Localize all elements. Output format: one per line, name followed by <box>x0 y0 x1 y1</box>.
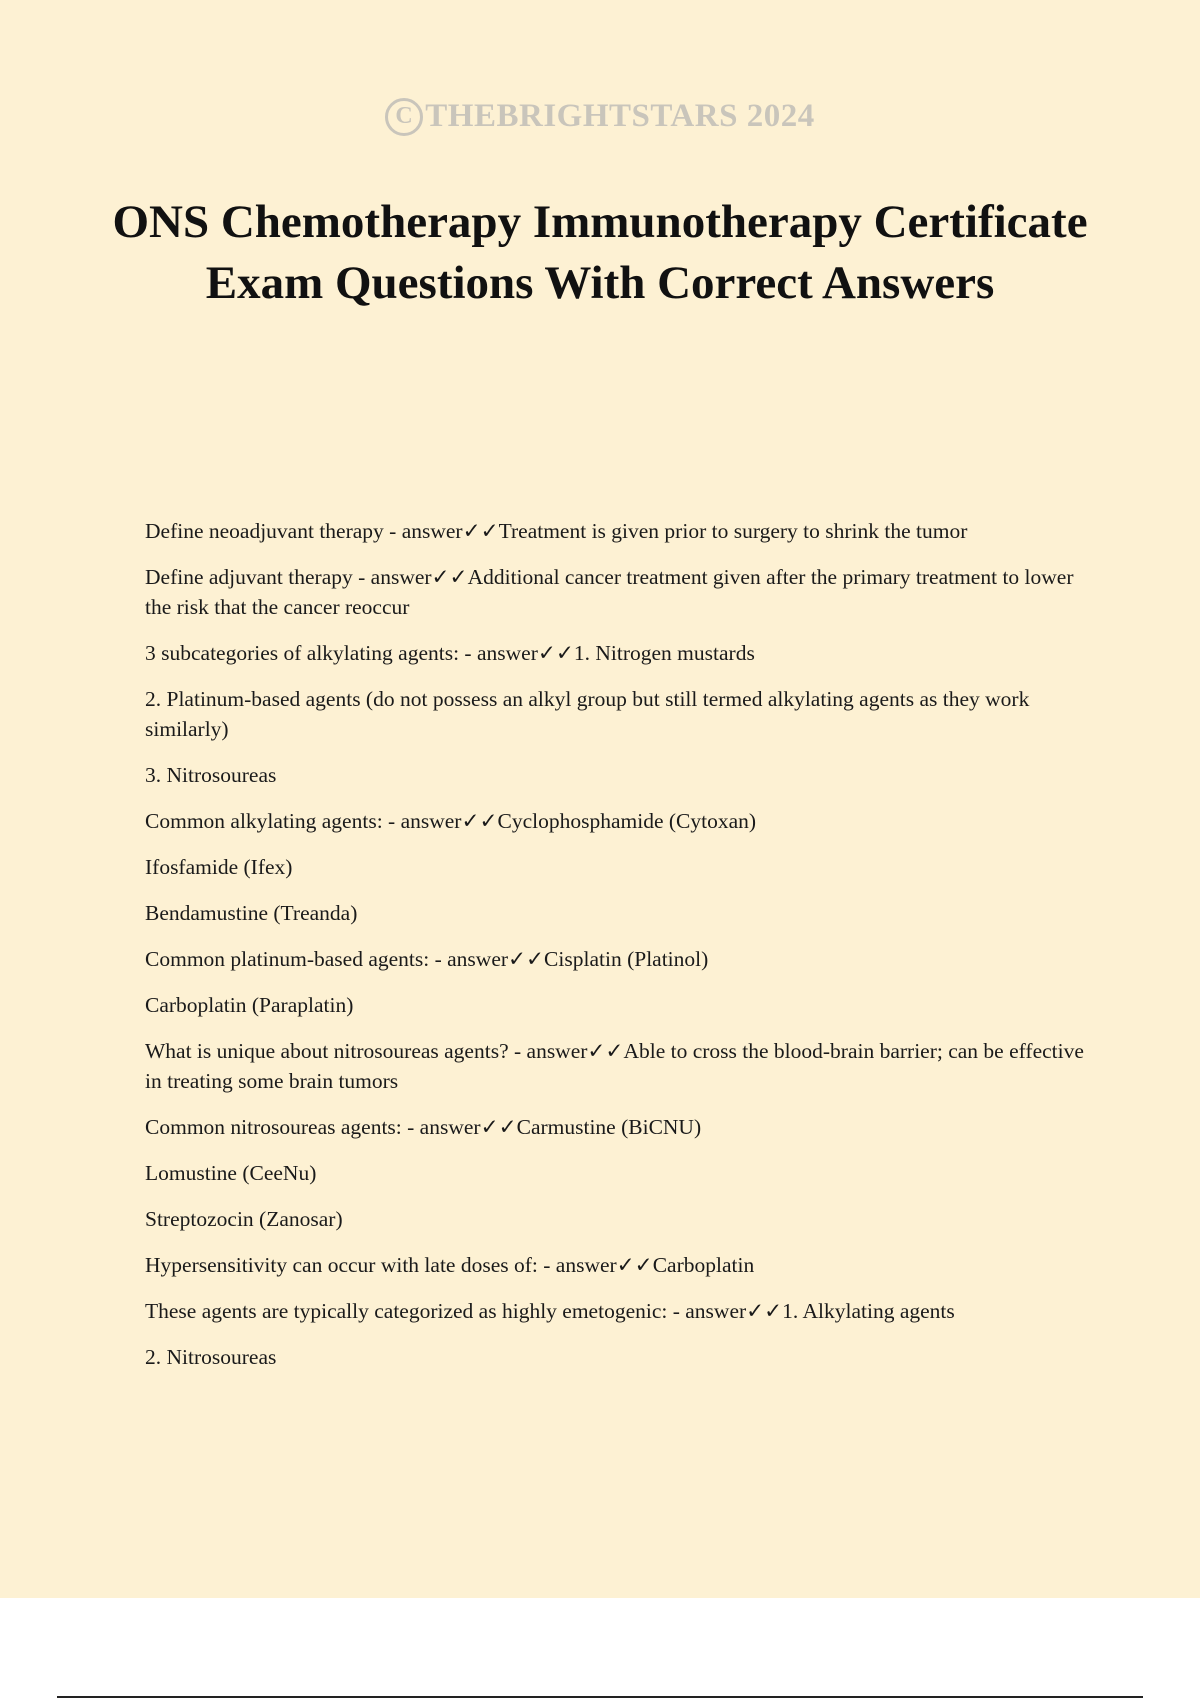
list-item: 2. Nitrosoureas <box>145 1345 277 1369</box>
list-item: Lomustine (CeeNu) <box>145 1161 317 1185</box>
watermark-text: THEBRIGHTSTARS 2024 <box>425 98 815 134</box>
list-item: What is unique about nitrosoureas agents? - answer✓✓Able to cross the blood-brain barrier; can be effective in treating some brain tumors <box>145 1039 1084 1093</box>
list-item: Hypersensitivity can occur with late doses of: - answer✓✓Carboplatin <box>145 1253 755 1277</box>
list-item: 3. Nitrosoureas <box>145 763 277 787</box>
list-item: Common alkylating agents: - answer✓✓Cyclophosphamide (Cytoxan) <box>145 809 757 833</box>
list-item: Carboplatin (Paraplatin) <box>145 993 354 1017</box>
list-item: Streptozocin (Zanosar) <box>145 1207 343 1231</box>
copyright-icon: C <box>385 98 423 136</box>
list-item: Bendamustine (Treanda) <box>145 901 358 925</box>
list-item: Ifosfamide (Ifex) <box>145 855 293 879</box>
list-item: Common platinum-based agents: - answer✓✓Cisplatin (Platinol) <box>145 947 709 971</box>
list-item: 2. Platinum-based agents (do not possess an alkyl group but still termed alkylating agents as they work similarly) <box>145 687 1030 741</box>
document-title: ONS Chemotherapy Immunotherapy Certificate Exam Questions With Correct Answers <box>112 196 1088 309</box>
list-item: Common nitrosoureas agents: - answer✓✓Carmustine (BiCNU) <box>145 1115 702 1139</box>
page-divider <box>57 1696 1143 1698</box>
question-answer-list <box>145 516 1090 1388</box>
list-item: Define neoadjuvant therapy - answer✓✓Treatment is given prior to surgery to shrink the tumor <box>145 519 968 543</box>
list-item: Define adjuvant therapy - answer✓✓Additional cancer treatment given after the primary treatment to lower the risk that the cancer reoccur <box>145 565 1074 619</box>
copyright-watermark <box>0 98 1200 136</box>
list-item: 3 subcategories of alkylating agents: - answer✓✓1. Nitrogen mustards <box>145 641 755 665</box>
list-item: These agents are typically categorized as highly emetogenic: - answer✓✓1. Alkylating agents <box>145 1299 955 1323</box>
